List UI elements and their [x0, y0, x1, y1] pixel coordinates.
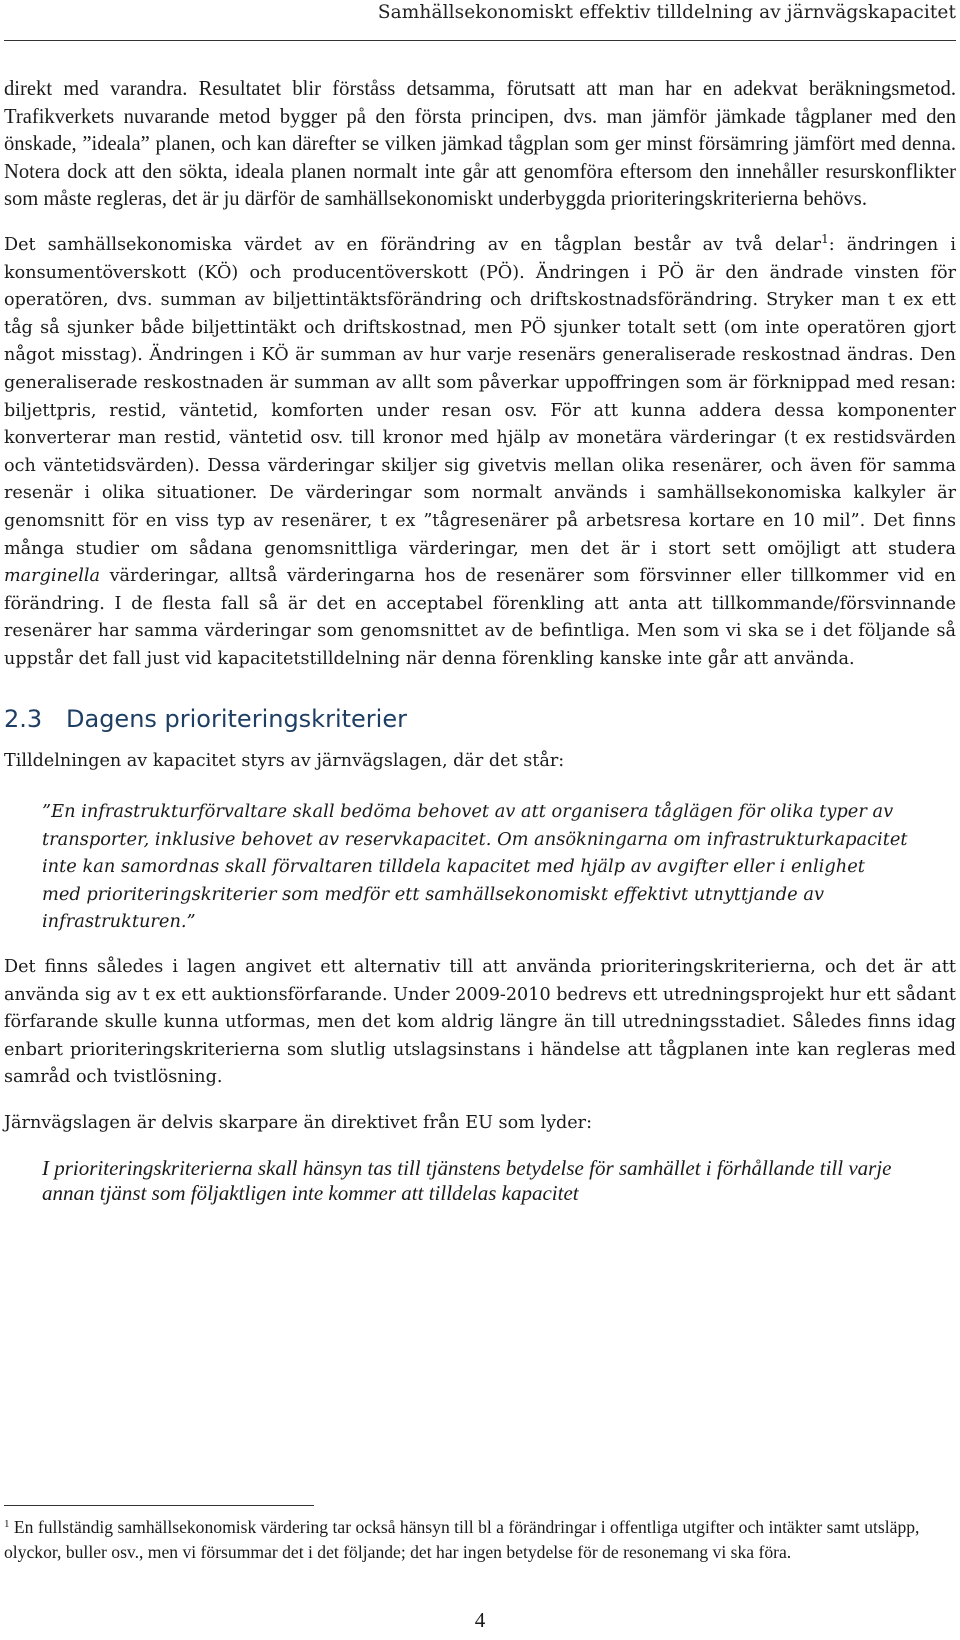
paragraph-after-quote: Det finns således i lagen angivet ett alternativ till att använda prioriteringskriterierna, och det är att använda sig av t ex ett auktionsförfarande. Under 2009-2010 bedrevs ett utredningsprojekt hur ett sådant förfarande skulle kunna utformas, men det kom aldrig längre än till utredningsstadiet. Således finns idag enbart prioriteringskriterierna som slutlig utslagsinstans i händelse att tågplanen inte kan regleras med samråd och tvistlösning.: [4, 957, 956, 1088]
eu-quote: I prioriteringskriterierna skall hänsyn tas till tjänstens betydelse för samhället i förhållande till varje annan tjänst som följaktligen inte kommer att tilldelas kapacitet: [42, 1155, 892, 1205]
paragraph-1: direkt med varandra. Resultatet blir förståss detsamma, förutsatt att man har en adekvat beräkningsmetod. Trafikverkets nuvarande metod bygger på den första principen, dvs. man jämför jämkade tågplaner med den önskade, ”ideala” planen, och kan därefter se vilken jämkad tågplan som ger minst försämring jämfört med denna. Notera dock att den sökta, ideala planen normalt inte går att genomföra eftersom den innehåller resurskonflikter som måste regleras, det är ju därför de samhällsekonomiskt underbyggda prioriteringskriterierna behövs.: [4, 78, 956, 211]
law-quote: ”En infrastrukturförvaltare skall bedöma behovet av att organisera tåglägen för olika typer av transporter, inklusive behovet av reservkapacitet. Om ansökningarna om infrastrukturkapacitet inte kan samordnas skall förvaltaren tilldela kapacitet med hjälp av avgifter eller i enlighet med prioriteringskriterier som medför ett samhällsekonomiskt effektivt utnyttjande av infrastrukturen.”: [42, 801, 908, 933]
footnote-text: En fullständig samhällsekonomisk värdering tar också hänsyn till bl a förändringar i offentliga utgifter och intäkter samt utsläpp, olyckor, buller osv., men vi försummar det i det följande; det har ingen betydelse för de resonemang vi ska föra.: [4, 1517, 920, 1562]
footnote: [4, 1515, 956, 1565]
paragraph-2-start: Det samhällsekonomiska värdet av en förändring av en tågplan består av två delar: [4, 234, 822, 255]
header-rule: [4, 40, 956, 41]
paragraph-2-middle: : ändringen i konsumentöverskott (KÖ) och producentöverskott (PÖ). Ändringen i PÖ är den ändrade vinsten för operatören, dvs. summan av biljettintäktsförändring och driftskostnadsförändring. Stryker man t ex ett tåg så sjunker både biljettintäkt och driftskostnad, men PÖ sjunker totalt sett (om inte operatören gjort något misstag). Ändringen i KÖ är summan av hur varje resenärs generaliserade reskostnad ändras. Den generaliserade reskostnaden är summan av allt som påverkar uppoffringen som är förknippad med resan: biljettpris, restid, väntetid, komforten under resan osv. För att kunna addera dessa komponenter konverterar man restid, väntetid osv. till kronor med hjälp av monetära värderingar (t ex restidsvärden och väntetidsvärden). Dessa värderingar skiljer sig givetvis mellan olika resenärer, och även för samma resenär i olika situationer. De värderingar som normalt används i samhällsekonomiska kalkyler är genomsnitt för en viss typ av resenärer, t ex ”tågresenärer på arbetsresa kortare en 10 mil”. Det finns många studier om sådana genomsnittliga värderingar, men det är i stort sett omöjligt att studera: [4, 234, 956, 559]
section-lead-2: Järnvägslagen är delvis skarpare än direktivet från EU som lyder:: [4, 1113, 593, 1133]
section-lead: Tilldelningen av kapacitet styrs av järnvägslagen, där det står:: [4, 751, 565, 772]
section-number: 2.3: [4, 705, 43, 734]
paragraph-2: [4, 232, 956, 674]
paragraph-2-end: värderingar, alltså värderingarna hos de resenärer som försvinner eller tillkommer vid en förändring. I de flesta fall så är det en acceptabel förenkling att anta att tillkommande/försvinnande resenärer har samma värderingar som genomsnittet av de befintliga. Men som vi ska se i det följande så uppstår det fall just vid kapacitetstilldelning när denna förenkling kanske inte går att använda.: [4, 566, 956, 669]
footnote-marker: 1: [4, 1518, 10, 1530]
body-text: [4, 76, 956, 1206]
page-number: 4: [474, 1608, 486, 1632]
emphasis-marginella: marginella: [4, 566, 100, 587]
running-header: Samhällsekonomiskt effektiv tilldelning av järnvägskapacitet: [377, 2, 956, 23]
section-heading: [4, 704, 956, 734]
footnote-ref[interactable]: 1: [821, 231, 829, 246]
footnote-rule: [4, 1505, 314, 1506]
section-title: Dagens prioriteringskriterier: [66, 705, 407, 734]
